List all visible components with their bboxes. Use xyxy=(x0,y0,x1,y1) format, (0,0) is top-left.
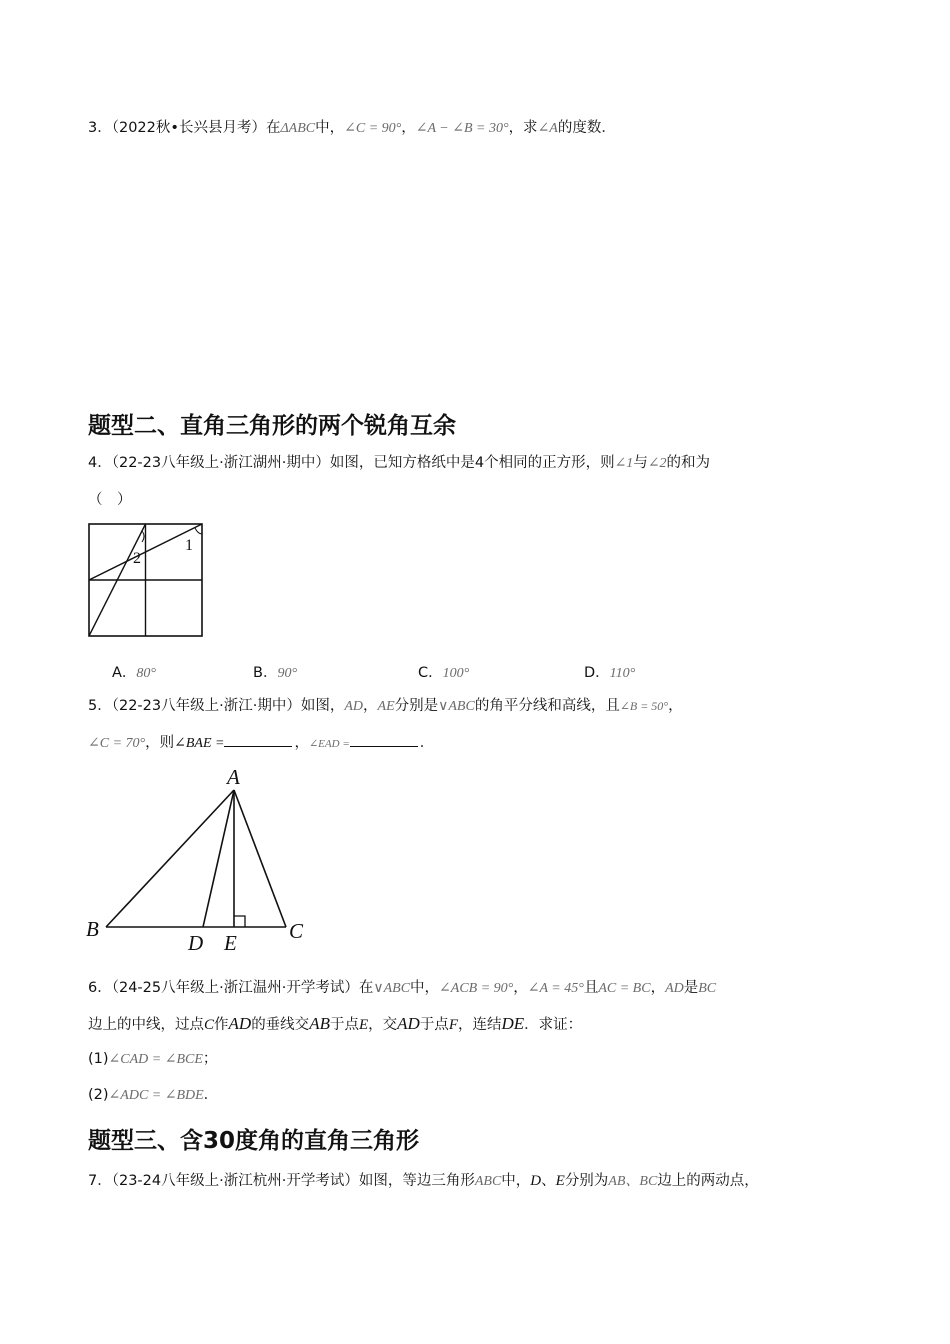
question-4 xyxy=(88,453,710,474)
q6-math-ac-bc: AC = BC xyxy=(598,981,651,996)
q5-blank-2[interactable] xyxy=(350,732,418,747)
q5-math-angle-b: ∠B = 50° xyxy=(619,699,669,713)
q3-math-angle-a: ∠A xyxy=(537,121,558,136)
q6-line-2: 边上的中线，过点C作AD的垂线交AB于点E，交AD于点F，连结DE．求证： xyxy=(88,1014,583,1033)
q5-triangle-figure xyxy=(80,764,320,956)
q6-number: 6． xyxy=(88,980,112,996)
q5-line-2: ∠C = 70°，则∠BAE = ，∠EAD = ． xyxy=(88,732,434,754)
vertex-label-d: D xyxy=(188,931,204,955)
bisector-ad xyxy=(203,790,234,927)
section-3-title: 题型三、含30度角的直角三角形 xyxy=(88,1128,420,1154)
q7-math-sides: AB、BC xyxy=(608,1174,658,1189)
q7-source: （23-24八年级上·浙江杭州·开学考试） xyxy=(111,1173,359,1189)
q6-part1-math: ∠CAD = ∠BCE xyxy=(108,1052,203,1067)
q4-text: 的和为 xyxy=(666,455,711,471)
q3-math-difference: ∠A − ∠B = 30° xyxy=(415,121,509,136)
q6-math-ad: AD xyxy=(665,981,684,996)
q4-math-angle-2: ∠2 xyxy=(647,456,667,471)
q4-option-c[interactable]: C．100° xyxy=(418,665,470,681)
q6-math-acb: ∠ACB = 90° xyxy=(439,981,514,996)
q7-math-abc: ABC xyxy=(474,1174,502,1189)
q6-math-triangle: ∨ABC xyxy=(373,981,411,996)
vertex-label-b: B xyxy=(86,917,99,941)
q6-part-1: (1)∠CAD = ∠BCE； xyxy=(88,1051,218,1067)
q3-text: ，求 xyxy=(508,120,538,136)
q5-math-bae: ∠BAE = xyxy=(174,736,225,751)
side-ab xyxy=(106,790,234,927)
q5-math-ae: AE xyxy=(377,699,395,714)
q4-text: 与 xyxy=(633,455,648,471)
angle-2-arc xyxy=(142,531,144,542)
q5-math-triangle: ∨ABC xyxy=(438,699,475,714)
q3-text: 的度数． xyxy=(557,120,616,136)
q3-source: （2022秋•长兴县月考） xyxy=(111,120,266,136)
q4-grid-figure xyxy=(86,520,208,640)
section-2-title: 题型二、直角三角形的两个锐角互余 xyxy=(88,413,456,439)
side-ac xyxy=(234,790,286,927)
vertex-label-e: E xyxy=(224,931,237,955)
angle-1-arc xyxy=(195,528,202,534)
question-6: 6．（24-25八年级上·浙江温州·开学考试）在∨ABC中，∠ACB = 90°，∠A = 45°且AC = BC，AD是BC xyxy=(88,980,717,996)
q3-math-angle-c: ∠C = 90° xyxy=(344,121,402,136)
q6-part-2: (2)∠ADC = ∠BDE． xyxy=(88,1087,219,1103)
right-angle-mark xyxy=(234,916,245,927)
q6-part2-math: ∠ADC = ∠BDE xyxy=(108,1088,204,1103)
q5-blank-1[interactable] xyxy=(224,732,292,747)
q4-option-b[interactable]: B．90° xyxy=(253,665,298,681)
q6-math-bc: BC xyxy=(698,981,717,996)
angle-label-1: 1 xyxy=(185,537,193,554)
q4-option-a[interactable]: A．80° xyxy=(112,665,157,681)
q6-source: （24-25八年级上·浙江温州·开学考试） xyxy=(111,980,359,996)
q5-math-ead: ∠EAD = xyxy=(308,738,350,750)
q5-number: 5． xyxy=(88,698,112,714)
angle-label-2: 2 xyxy=(133,550,141,567)
q5-math-ad: AD xyxy=(344,699,364,714)
q3-math-triangle: ΔABC xyxy=(280,121,316,136)
q3-text: ， xyxy=(401,120,416,136)
q6-math-angle-a: ∠A = 45° xyxy=(527,981,584,996)
q5-source: （22-23八年级上·浙江·期中） xyxy=(111,698,301,714)
q3-text: 在 xyxy=(265,120,281,136)
q4-option-d[interactable]: D．110° xyxy=(584,665,636,681)
q3-number: 3． xyxy=(88,120,112,136)
question-3 xyxy=(88,118,616,139)
q4-answer-paren: （ ） xyxy=(88,492,132,508)
q5-math-angle-c: ∠C = 70° xyxy=(88,736,146,751)
question-7: 7．（23-24八年级上·浙江杭州·开学考试）如图，等边三角形ABC中，D、E分别为AB、BC边上的两动点， xyxy=(88,1173,759,1189)
question-5: 5．（22-23八年级上·浙江·期中）如图，AD，AE分别是∨ABC的角平分线和高线，且∠B = 50°， xyxy=(88,698,683,714)
q4-math-angle-1: ∠1 xyxy=(614,456,634,471)
q3-text: 中， xyxy=(315,120,345,136)
vertex-label-c: C xyxy=(289,919,304,943)
q4-text: 如图，已知方格纸中是4个相同的正方形，则 xyxy=(329,455,615,471)
q4-source: （22-23八年级上·浙江湖州·期中） xyxy=(111,455,330,471)
q4-number: 4． xyxy=(88,455,112,471)
q7-number: 7． xyxy=(88,1173,112,1189)
vertex-label-a: A xyxy=(227,765,240,789)
